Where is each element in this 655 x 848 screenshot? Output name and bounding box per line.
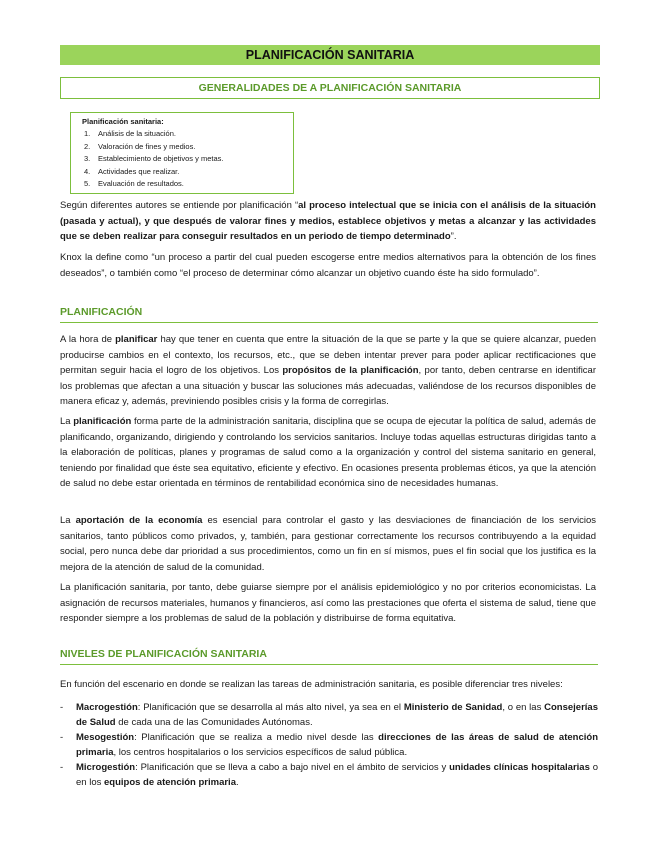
- bold-term: planificación: [73, 416, 132, 427]
- list-item: [60, 760, 598, 790]
- text-run: o en los: [76, 762, 598, 788]
- text-run: , por tanto, deben centrarse en identificar los problemas que afectan a una situación y buscar las soluciones más adecuadas, valiéndose de los recursos disponibles de manera eficaz y, además, previniendo posibles crisis y la forma de corregirlas.: [60, 365, 597, 407]
- text-run: forma parte de la administración sanitaria, disciplina que se ocupa de ejecutar la política de salud, además de planificando, organizando, dirigiendo y controlando los servicios sanitarios. Incluye todas aquellas estructuras dirigidas tanto a la elaboración de políticas, planes y programas de salud como a la organización y control del sistema sanitario en general, teniendo por finalidad que éste sea equitativo, eficiente y efectivo. En ocasiones presenta problemas éticos, ya que la atención de salud no debe estar orientada en términos de rentabilidad económica sino de necesidades humanas.: [60, 416, 596, 489]
- bold-term: Microgestión: [76, 762, 136, 773]
- dash-bullet: -: [60, 732, 64, 743]
- planificacion-paragraph-3: [60, 513, 596, 575]
- page-subtitle: GENERALIDADES DE A PLANIFICACIÓN SANITARIA: [60, 77, 600, 99]
- list-item-text: [76, 700, 598, 730]
- step-text: Actividades que realizar.: [98, 166, 180, 176]
- bold-term: equipos de atención primaria: [104, 777, 236, 788]
- text-run: , o en las: [502, 702, 545, 713]
- list-item-text: [76, 730, 598, 760]
- text-run: La: [60, 515, 76, 526]
- intro-paragraph-2: Knox la define como “un proceso a partir del cual pueden escogerse entre medios alternativos para la obtención de los fines deseados”, o también como “el proceso de determinar cómo alcanzar un objetivo cuando éste ha sido formulado”.: [60, 252, 596, 279]
- step-text: Establecimiento de objetivos y metas.: [98, 154, 224, 163]
- bold-definition: al proceso intelectual que se inicia con el análisis de la situación (pasada y actual), y que después de valorar fines y medios, establece objetivos y metas a alcanzar y las actividades que se deben realizar para conseguir resultados en un periodo de tiempo determinado: [60, 200, 596, 242]
- text-run: .: [235, 777, 239, 788]
- text-run: ”.: [450, 231, 457, 242]
- planificacion-paragraph-2: [60, 414, 596, 492]
- bold-term: propósitos de la planificación: [282, 365, 419, 376]
- section-heading-planificacion: PLANIFICACIÓN: [60, 306, 598, 323]
- planificacion-paragraph-1: [60, 332, 596, 410]
- step-text: Evaluación de resultados.: [98, 179, 184, 188]
- text-run: Según diferentes autores se entiende por planificación “: [60, 200, 299, 211]
- bold-term: Consejerías de Salud: [76, 702, 598, 728]
- dash-bullet: -: [60, 762, 64, 773]
- step-number: 2.: [84, 141, 91, 151]
- text-run: es esencial para controlar el gasto y las desviaciones de financiación de los servicios sanitarios, tanto públicos como privados, y, también, para gestionar correctamente los recursos contribuyendo a la equidad social, pero nunca debe dar prioridad a sus procedimientos, como un fin en sí mismos, pues el fin social que los justifica es la mejora de la atención de salud de la comunidad.: [60, 515, 596, 573]
- step-item: [84, 153, 223, 166]
- text-run: : Planificación que se lleva a cabo a bajo nivel en el ámbito de servicios y: [135, 762, 450, 773]
- steps-list: [84, 128, 223, 191]
- bold-term: unidades clínicas hospitalarias: [449, 762, 590, 773]
- bold-term: aportación de la economía: [75, 515, 203, 526]
- list-item: [60, 700, 598, 730]
- section-heading-niveles: NIVELES DE PLANIFICACIÓN SANITARIA: [60, 648, 598, 665]
- text-run: A la hora de: [60, 334, 116, 345]
- intro-paragraph-1: [60, 198, 596, 245]
- step-number: 4.: [84, 166, 91, 176]
- bold-term: Macrogestión: [76, 702, 138, 713]
- step-number: 5.: [84, 179, 91, 188]
- text-run: La: [60, 416, 74, 427]
- niveles-list: [60, 700, 598, 790]
- bold-term: Ministerio de Sanidad: [403, 702, 503, 713]
- text-run: , los centros hospitalarios o los servicios específicos de salud pública.: [113, 747, 408, 758]
- step-item: [84, 178, 223, 191]
- step-item: [84, 141, 223, 154]
- steps-box: [70, 112, 294, 194]
- text-run: hay que tener en cuenta que entre la situación de la que se parte y la que se quiere alcanzar, pueden producirse cambios en el contexto, los recursos, etc., que se deben intentar prever para poder aplicar rectificaciones que permitan seguir hacia el logro de los objetivos. Los: [60, 334, 596, 376]
- step-text: Análisis de la situación.: [98, 129, 176, 138]
- bold-term: direcciones de las áreas de salud de atención primaria: [76, 732, 598, 758]
- list-item-text: [76, 760, 598, 790]
- text-run: de cada una de las Comunidades Autónomas.: [115, 717, 313, 728]
- step-item: [84, 166, 223, 179]
- bold-term: Mesogestión: [76, 732, 135, 743]
- step-text: Valoración de fines y medios.: [98, 141, 196, 151]
- bold-term: planificar: [115, 334, 158, 345]
- step-number: 1.: [84, 129, 91, 138]
- niveles-intro: En función del escenario en donde se realizan las tareas de administración sanitaria, es posible diferenciar tres niveles:: [60, 679, 563, 690]
- list-item: [60, 730, 598, 760]
- planificacion-paragraph-4: La planificación sanitaria, por tanto, debe guiarse siempre por el análisis epidemiológico y no por criterios economicistas. La asignación de recursos materiales, humanos y financieros, así como las prestaciones que oferta el sistema de salud, tiene que responder siempre a los problemas de salud de la población y distribuirse de forma equitativa.: [60, 582, 596, 624]
- steps-box-title: Planificación sanitaria:: [82, 117, 164, 126]
- text-run: : Planificación que se realiza a medio nivel desde las: [134, 732, 379, 743]
- step-item: [84, 128, 223, 141]
- step-number: 3.: [84, 154, 91, 163]
- page-title: PLANIFICACIÓN SANITARIA: [60, 45, 600, 65]
- dash-bullet: -: [60, 702, 64, 713]
- text-run: : Planificación que se desarrolla al más alto nivel, ya sea en el: [137, 702, 404, 713]
